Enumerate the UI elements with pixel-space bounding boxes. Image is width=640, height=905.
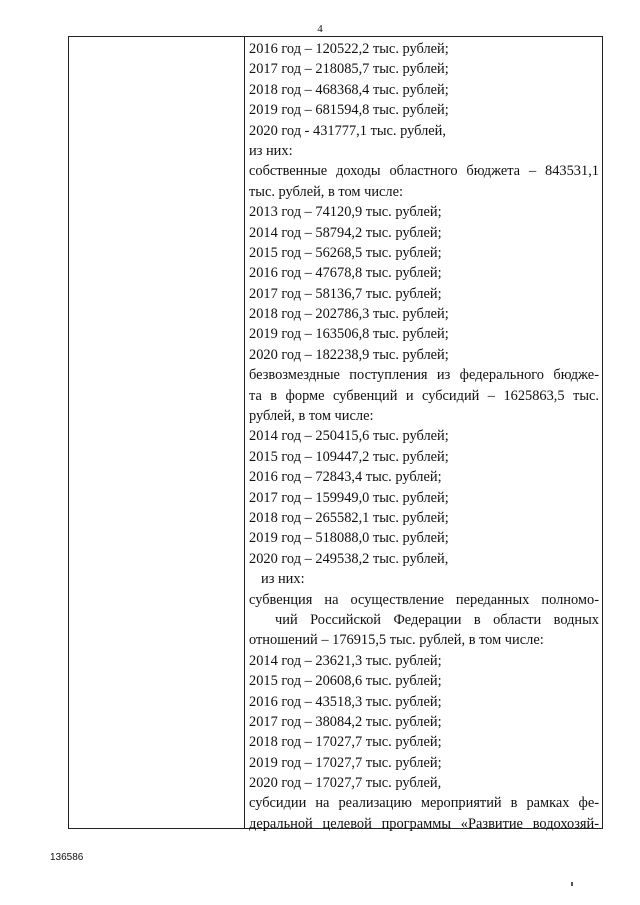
text-line: 2013 год – 74120,9 тыс. рублей; bbox=[249, 204, 442, 221]
text-line: тыс. рублей, в том числе: bbox=[249, 183, 403, 200]
text-line: рублей, в том числе: bbox=[249, 408, 374, 425]
text-line: 2019 год – 681594,8 тыс. рублей; bbox=[249, 102, 449, 119]
document-code: 136586 bbox=[50, 852, 84, 863]
text-line: 2016 год – 43518,3 тыс. рублей; bbox=[249, 693, 442, 710]
text-line: 2018 год – 202786,3 тыс. рублей; bbox=[249, 306, 449, 323]
text-line: 2016 год – 120522,2 тыс. рублей; bbox=[249, 41, 449, 57]
text-line: 2019 год – 163506,8 тыс. рублей; bbox=[249, 326, 449, 343]
page-number: 4 bbox=[317, 23, 323, 35]
text-line: 2014 год – 250415,6 тыс. рублей; bbox=[249, 428, 449, 445]
text-line: 2020 год – 249538,2 тыс. рублей, bbox=[249, 550, 449, 567]
text-line: 2015 год – 20608,6 тыс. рублей; bbox=[249, 673, 442, 690]
text-line: деральной целевой программы «Развитие водохозяй- bbox=[249, 815, 599, 832]
text-line: субсидии на реализацию мероприятий в рамках фе- bbox=[249, 795, 599, 812]
text-line: 2018 год – 17027,7 тыс. рублей; bbox=[249, 734, 442, 751]
text-line: 2015 год – 109447,2 тыс. рублей; bbox=[249, 448, 449, 465]
text-line: та в форме субвенций и субсидий – 1625863,5 тыс. bbox=[249, 387, 599, 404]
text-line: из них: bbox=[261, 571, 305, 588]
text-line: 2016 год – 47678,8 тыс. рублей; bbox=[249, 265, 442, 282]
text-line: 2017 год – 58136,7 тыс. рублей; bbox=[249, 285, 442, 302]
text-line: собственные доходы областного бюджета – 843531,1 bbox=[249, 163, 599, 180]
text-line: 2020 год - 431777,1 тыс. рублей, bbox=[249, 122, 446, 139]
text-line: 2017 год – 38084,2 тыс. рублей; bbox=[249, 713, 442, 730]
text-line: 2017 год – 218085,7 тыс. рублей; bbox=[249, 61, 449, 78]
text-line: 2018 год – 265582,1 тыс. рублей; bbox=[249, 509, 449, 526]
text-line: безвозмездные поступления из федерального бюдже- bbox=[249, 367, 599, 384]
text-line: 2016 год – 72843,4 тыс. рублей; bbox=[249, 469, 442, 486]
document-table bbox=[68, 36, 603, 832]
text-line: 2015 год – 56268,5 тыс. рублей; bbox=[249, 244, 442, 261]
text-line: 2020 год – 182238,9 тыс. рублей; bbox=[249, 346, 449, 363]
text-line: 2017 год – 159949,0 тыс. рублей; bbox=[249, 489, 449, 506]
text-line: отношений – 176915,5 тыс. рублей, в том числе: bbox=[249, 632, 544, 649]
text-line: 2014 год – 23621,3 тыс. рублей; bbox=[249, 652, 442, 669]
text-line: 2019 год – 17027,7 тыс. рублей; bbox=[249, 754, 442, 771]
text-line: 2018 год – 468368,4 тыс. рублей; bbox=[249, 81, 449, 98]
scan-speck bbox=[571, 882, 573, 886]
text-line: из них: bbox=[249, 142, 293, 159]
text-line: 2014 год – 58794,2 тыс. рублей; bbox=[249, 224, 442, 241]
text-line: чий Российской Федерации в области водных bbox=[275, 611, 599, 628]
text-line: 2019 год – 518088,0 тыс. рублей; bbox=[249, 530, 449, 547]
column-divider bbox=[244, 37, 245, 828]
text-line: 2020 год – 17027,7 тыс. рублей, bbox=[249, 775, 442, 792]
text-line: субвенция на осуществление переданных полномо- bbox=[249, 591, 599, 608]
table-right-cell bbox=[249, 39, 599, 834]
